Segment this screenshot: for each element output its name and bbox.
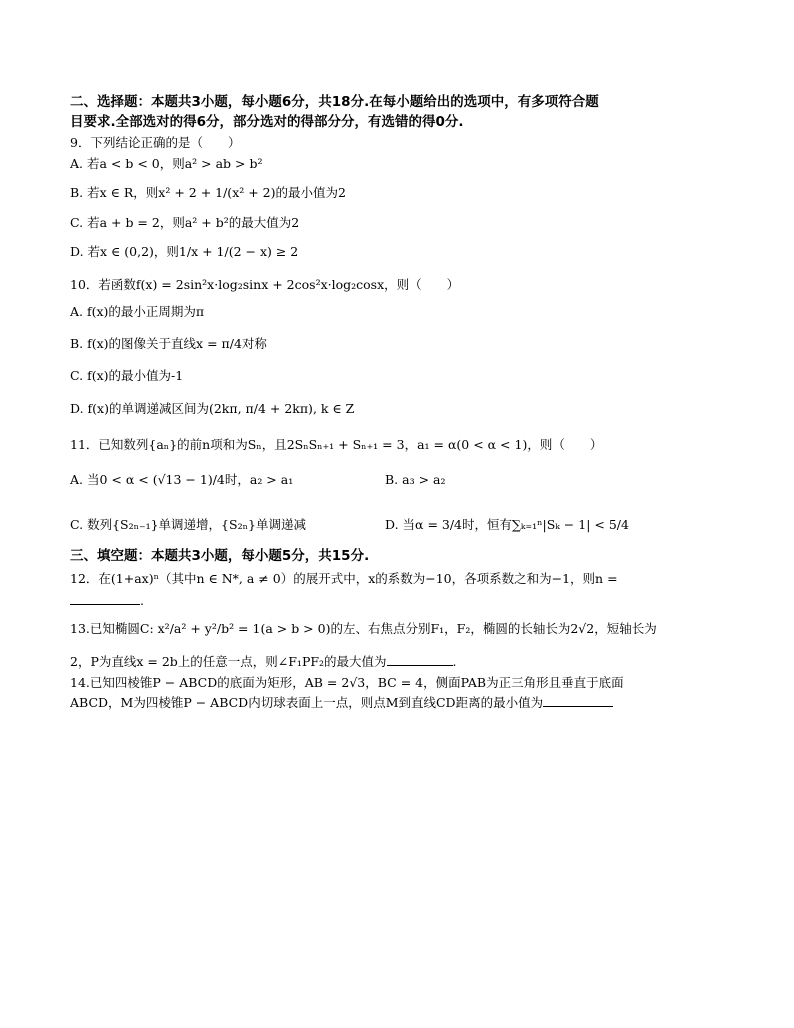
q14-line2 [70,694,613,711]
q11-option-d: D. 当α = 3/4时，恒有∑ₖ₌₁ⁿ|Sₖ − 1| < 5/4 [385,517,629,532]
q13-line1: 13.已知椭圆C: x²/a² + y²/b² = 1(a > b > 0)的左、右焦点分别F₁，F₂，椭圆的长轴长为2√2，短轴长为 [70,621,657,636]
q12-answer-blank[interactable] [70,592,140,605]
q11-stem: 11．已知数列{aₙ}的前n项和为Sₙ，且2SₙSₙ₊₁ + Sₙ₊₁ = 3，a₁ = α(0 < α < 1)，则（ ） [70,437,603,452]
section3-heading: 三、填空题：本题共3小题，每小题5分，共15分. [70,548,370,564]
q14-line1: 14.已知四棱锥P − ABCD的底面为矩形，AB = 2√3，BC = 4，侧面PAB为正三角形且垂直于底面 [70,675,624,690]
q9-option-b: B. 若x ∈ R，则x² + 2 + 1/(x² + 2)的最小值为2 [70,185,346,200]
q13-line2-text: 2，P为直线x = 2b上的任意一点，则∠F₁PF₂的最大值为 [70,654,387,669]
q9-option-a: A. 若a < b < 0，则a² > ab > b² [70,156,263,171]
q12-period: . [140,593,144,608]
q9-option-d: D. 若x ∈ (0,2)，则1/x + 1/(2 − x) ≥ 2 [70,244,299,259]
q13-answer-blank[interactable] [387,653,453,666]
q11-option-c: C. 数列{S₂ₙ₋₁}单调递增，{S₂ₙ}单调递减 [70,517,306,532]
q9-stem: 9．下列结论正确的是（ ） [70,135,241,150]
q11-option-b: B. a₃ > a₂ [385,472,446,487]
q9-option-c: C. 若a + b = 2，则a² + b²的最大值为2 [70,215,300,230]
q13-period: . [452,654,457,669]
q10-stem: 10．若函数f(x) = 2sin²x·log₂sinx + 2cos²x·log₂cosx，则（ ） [70,277,460,292]
q10-option-d: D. f(x)的单调递减区间为(2kπ, π/4 + 2kπ), k ∈ Z [70,401,355,416]
q10-option-c: C. f(x)的最小值为-1 [70,368,184,383]
q10-option-a: A. f(x)的最小正周期为π [70,304,205,319]
q13-line2 [70,653,457,670]
section2-heading-line2: 目要求.全部选对的得6分，部分选对的得部分分，有选错的得0分. [70,114,464,130]
q14-line2-text: ABCD，M为四棱锥P − ABCD内切球表面上一点，则点M到直线CD距离的最小值为 [70,695,544,710]
q12-line2 [70,592,144,609]
q11-option-a: A. 当0 < α < (√13 − 1)/4时，a₂ > a₁ [70,472,294,487]
section2-heading-line1: 二、选择题：本题共3小题，每小题6分，共18分.在每小题给出的选项中，有多项符合题 [70,94,599,110]
q12-line1: 12．在(1+ax)ⁿ（其中n ∈ N*, a ≠ 0）的展开式中，x的系数为−10，各项系数之和为−1，则n = [70,571,618,586]
q14-answer-blank[interactable] [543,694,613,707]
q10-option-b: B. f(x)的图像关于直线x = π/4对称 [70,336,267,351]
